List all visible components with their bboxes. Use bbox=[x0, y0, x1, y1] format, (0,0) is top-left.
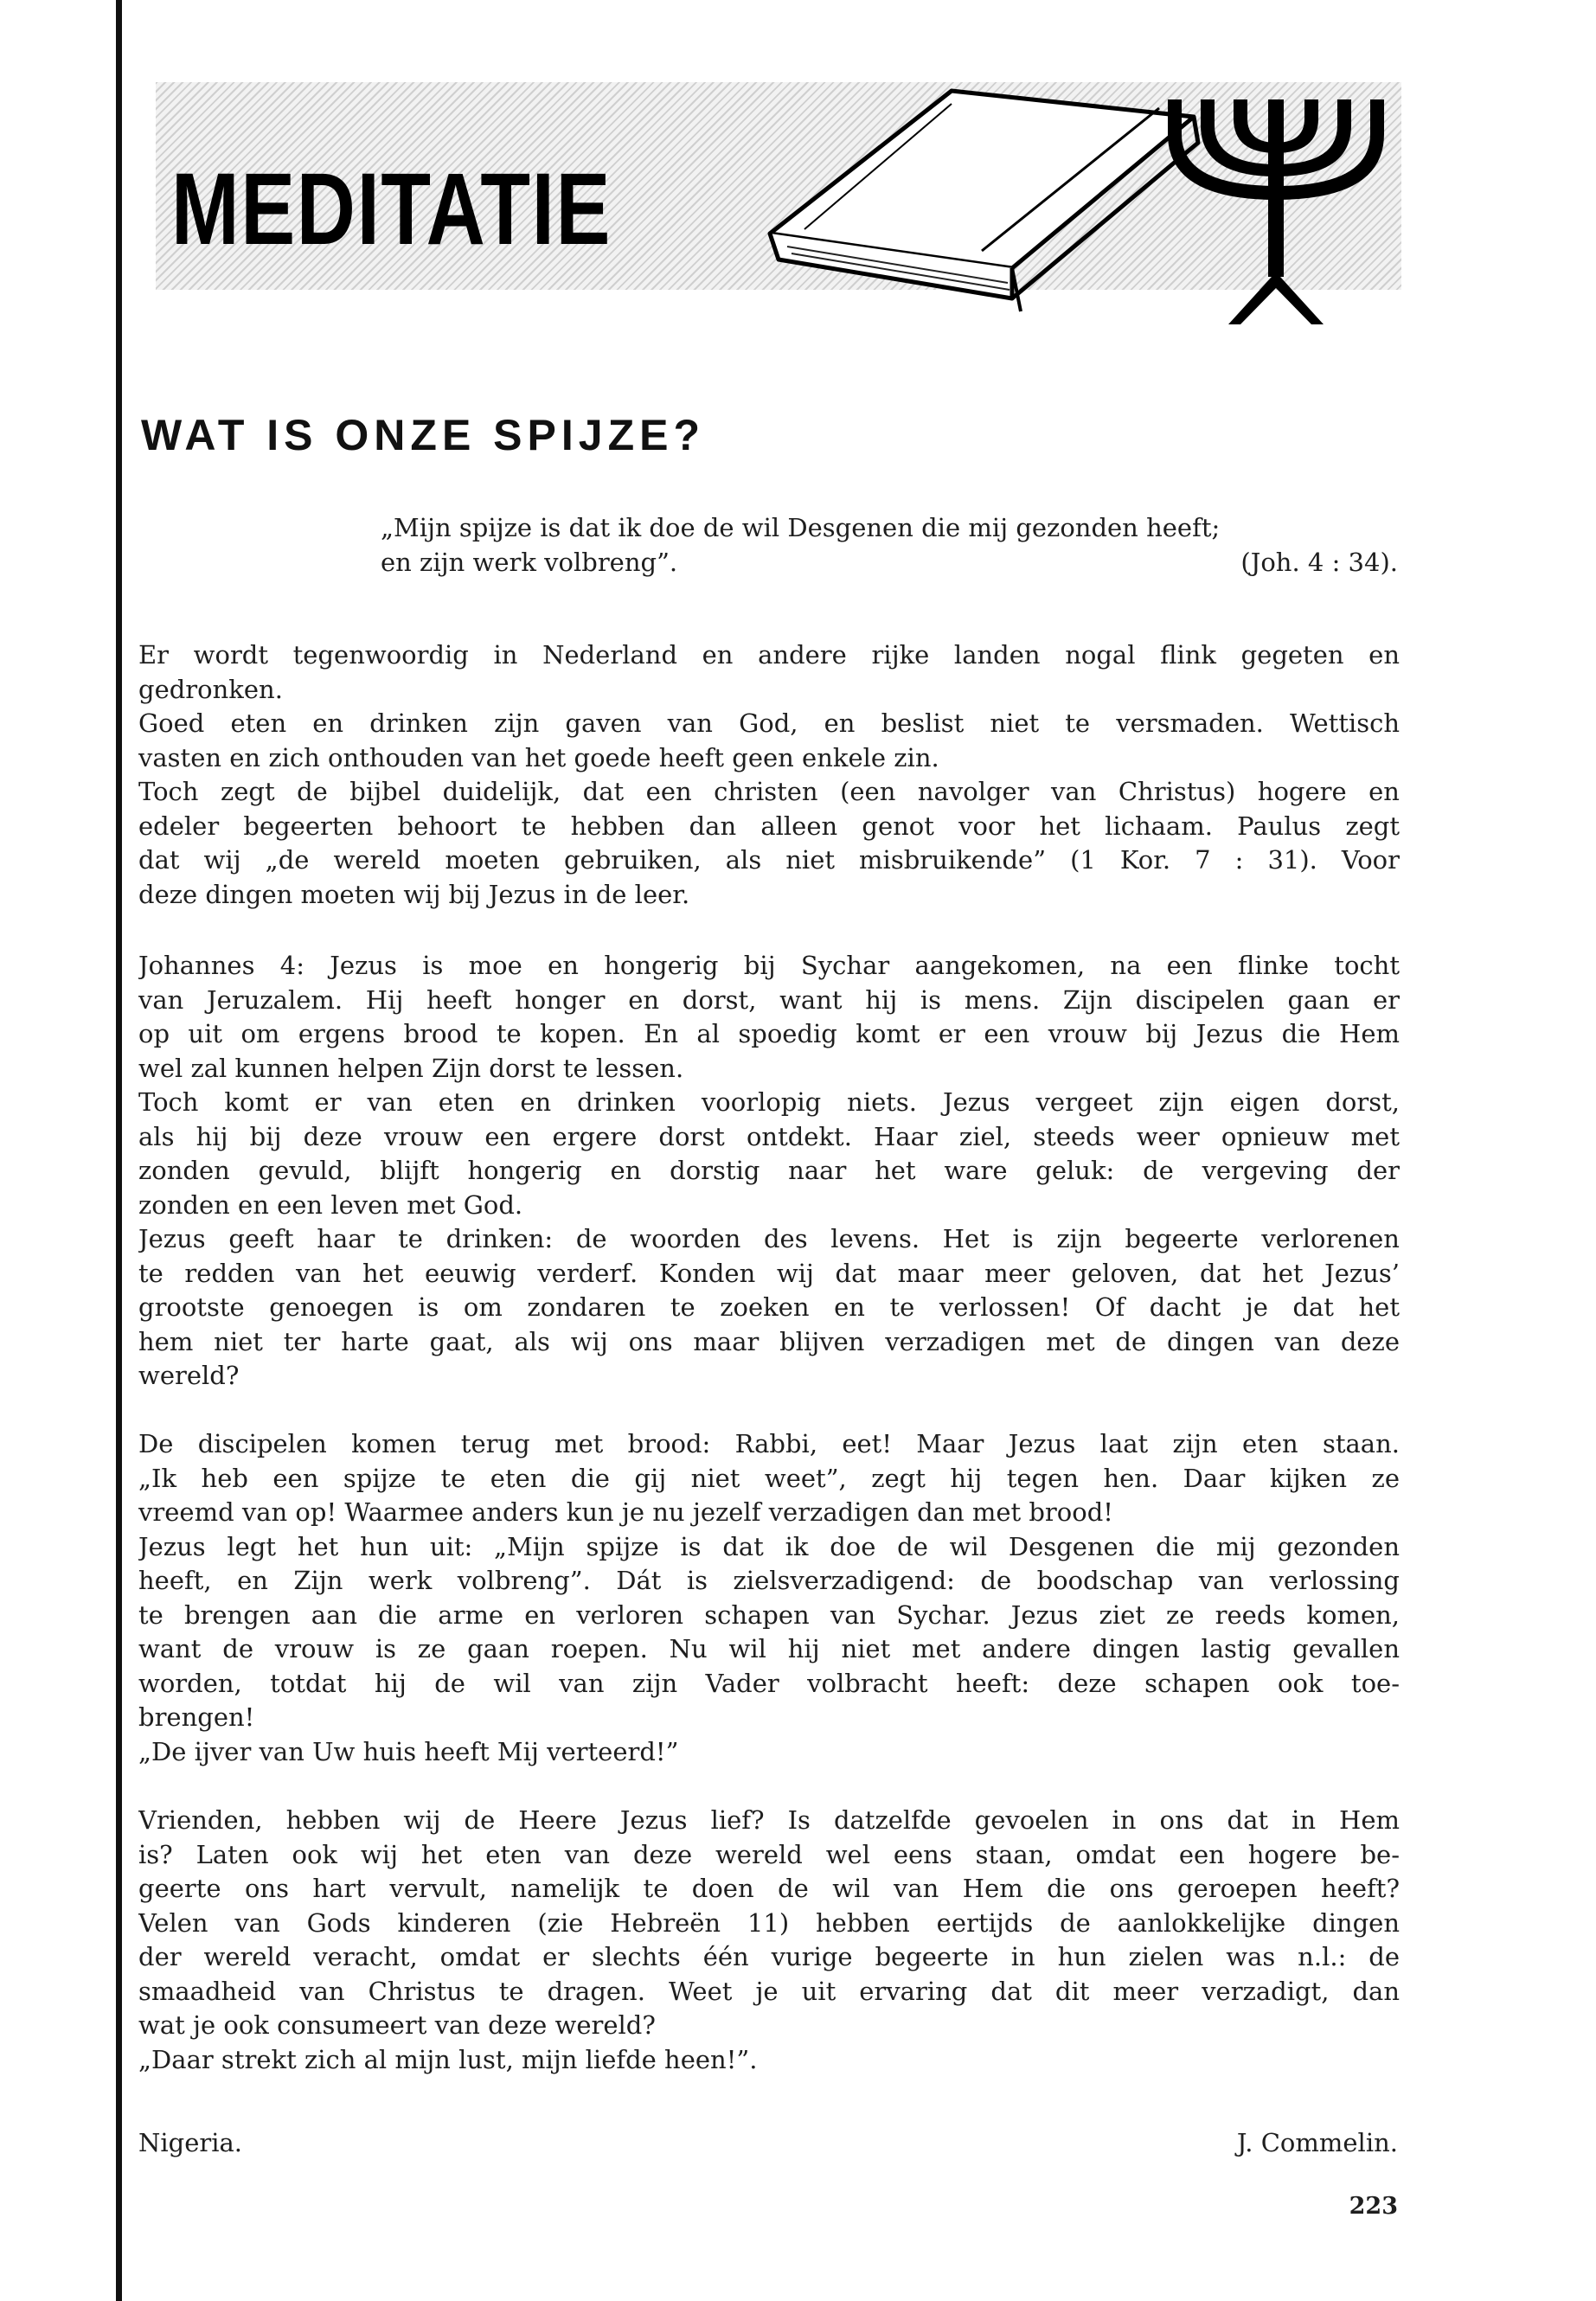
paragraph bbox=[138, 949, 1400, 1394]
text-line: Toch komt er van eten en drinken voorlopig niets. Jezus vergeet zijn eigen dorst, bbox=[138, 1087, 1400, 1117]
text-line: zonden gevuld, blijft hongerig en dorstig naar het ware geluk: de vergeving der bbox=[138, 1156, 1400, 1185]
text-line: brengen! bbox=[138, 1702, 255, 1732]
text-line: Johannes 4: Jezus is moe en hongerig bij Sychar aangekomen, na een flinke tocht bbox=[138, 951, 1400, 980]
text-line: Vrienden, hebben wij de Heere Jezus lief? Is datzelfde gevoelen in ons dat in Hem bbox=[138, 1805, 1400, 1835]
text-line: vasten en zich onthouden van het goede heeft geen enkele zin. bbox=[138, 742, 939, 772]
text-line: wereld? bbox=[138, 1361, 240, 1390]
left-margin-rule bbox=[116, 0, 122, 2301]
text-line: wat je ook consumeert van deze wereld? bbox=[138, 2010, 656, 2040]
article-title: WAT IS ONZE SPIJZE? bbox=[141, 411, 706, 459]
text-line: Er wordt tegenwoordig in Nederland en andere rijke landen nogal flink gegeten en bbox=[138, 640, 1400, 670]
text-line: deze dingen moeten wij bij Jezus in de leer. bbox=[138, 879, 690, 909]
text-line: geerte ons hart vervult, namelijk te doen de wil van Hem die ons geroepen heeft? bbox=[138, 1874, 1400, 1903]
paragraph bbox=[138, 638, 1400, 912]
text-line: Toch zegt de bijbel duidelijk, dat een christen (een navolger van Christus) hogere en bbox=[138, 777, 1400, 806]
epigraph-line: en zijn werk volbreng”. bbox=[381, 548, 678, 577]
signature-author: J. Commelin. bbox=[1236, 2128, 1398, 2157]
text-line: dat wij „de wereld moeten gebruiken, als niet misbruikende” (1 Kor. 7 : 31). Voor bbox=[138, 845, 1400, 875]
text-line: op uit om ergens brood te kopen. En al spoedig komt er een vrouw bij Jezus die Hem bbox=[138, 1019, 1400, 1048]
epigraph-line: „Mijn spijze is dat ik doe de wil Desgenen die mij gezonden heeft; bbox=[381, 513, 1221, 542]
text-line: te brengen aan die arme en verloren schapen van Sychar. Jezus ziet ze reeds komen, bbox=[138, 1599, 1400, 1630]
text-line: want de vrouw is ze gaan roepen. Nu wil hij niet met andere dingen lastig gevallen bbox=[138, 1634, 1400, 1663]
text-line: „Ik heb een spijze te eten die gij niet weet”, zegt hij tegen hen. Daar kijken ze bbox=[138, 1463, 1400, 1493]
text-line: grootste genoegen is om zondaren te zoeken en te verlossen! Of dacht je dat het bbox=[138, 1292, 1400, 1322]
text-line: hem niet ter harte gaat, als wij ons maar blijven verzadigen met de dingen van deze bbox=[138, 1326, 1400, 1356]
text-line: heeft, en Zijn werk volbreng”. Dát is zielsverzadigend: de boodschap van verlossing bbox=[138, 1566, 1400, 1595]
epigraph-reference: (Joh. 4 : 34). bbox=[1240, 548, 1398, 577]
text-line: Goed eten en drinken zijn gaven van God, en beslist niet te versmaden. Wettisch bbox=[138, 708, 1400, 738]
text-line: te redden van het eeuwig verderf. Konden wij dat maar meer geloven, dat het Jezus’ bbox=[138, 1258, 1400, 1288]
text-line: is? Laten ook wij het eten van deze wereld wel eens staan, omdat een hogere be- bbox=[138, 1839, 1400, 1869]
banner-title: MEDITATIE bbox=[171, 152, 612, 266]
text-line: Velen van Gods kinderen (zie Hebreën 11) hebben eertijds de aanlokkelijke dingen bbox=[138, 1907, 1400, 1938]
epigraph bbox=[381, 510, 1398, 580]
text-line: der wereld veracht, omdat er slechts één vurige begeerte in hun zielen was n.l.: de bbox=[138, 1942, 1400, 1971]
menorah-icon bbox=[1151, 91, 1401, 324]
text-line: wel zal kunnen helpen Zijn dorst te lessen. bbox=[138, 1053, 684, 1083]
text-line: gedronken. bbox=[138, 674, 283, 704]
text-line: vreemd van op! Waarmee anders kun je nu jezelf verzadigen dan met brood! bbox=[138, 1497, 1113, 1527]
text-line: edeler begeerten behoort te hebben dan alleen genot voor het lichaam. Paulus zegt bbox=[138, 811, 1400, 841]
text-line: De discipelen komen terug met brood: Rabbi, eet! Maar Jezus laat zijn eten staan. bbox=[138, 1429, 1400, 1458]
meditatie-banner bbox=[156, 82, 1401, 342]
text-line: zonden en een leven met God. bbox=[138, 1189, 523, 1220]
open-book-icon bbox=[753, 82, 1202, 316]
page-number: 223 bbox=[1349, 2193, 1398, 2220]
text-line: „Daar strekt zich al mijn lust, mijn liefde heen!”. bbox=[138, 2044, 758, 2074]
signature-place: Nigeria. bbox=[138, 2128, 243, 2157]
text-line: worden, totdat hij de wil van zijn Vader volbracht heeft: deze schapen ook toe- bbox=[138, 1668, 1400, 1698]
paragraph bbox=[138, 1427, 1400, 1769]
text-line: van Jeruzalem. Hij heeft honger en dorst, want hij is mens. Zijn discipelen gaan er bbox=[138, 984, 1400, 1015]
text-line: smaadheid van Christus te dragen. Weet je uit ervaring dat dit meer verzadigt, dan bbox=[138, 1976, 1400, 2006]
paragraph bbox=[138, 1804, 1400, 2077]
text-line: Jezus geeft haar te drinken: de woorden des levens. Het is zijn begeerte verlorenen bbox=[138, 1224, 1400, 1253]
text-line: „De ijver van Uw huis heeft Mij verteerd!” bbox=[138, 1736, 679, 1766]
text-line: Jezus legt het hun uit: „Mijn spijze is dat ik doe de wil Desgenen die mij gezonden bbox=[138, 1531, 1400, 1561]
text-line: als hij bij deze vrouw een ergere dorst ontdekt. Haar ziel, steeds weer opnieuw met bbox=[138, 1121, 1400, 1151]
